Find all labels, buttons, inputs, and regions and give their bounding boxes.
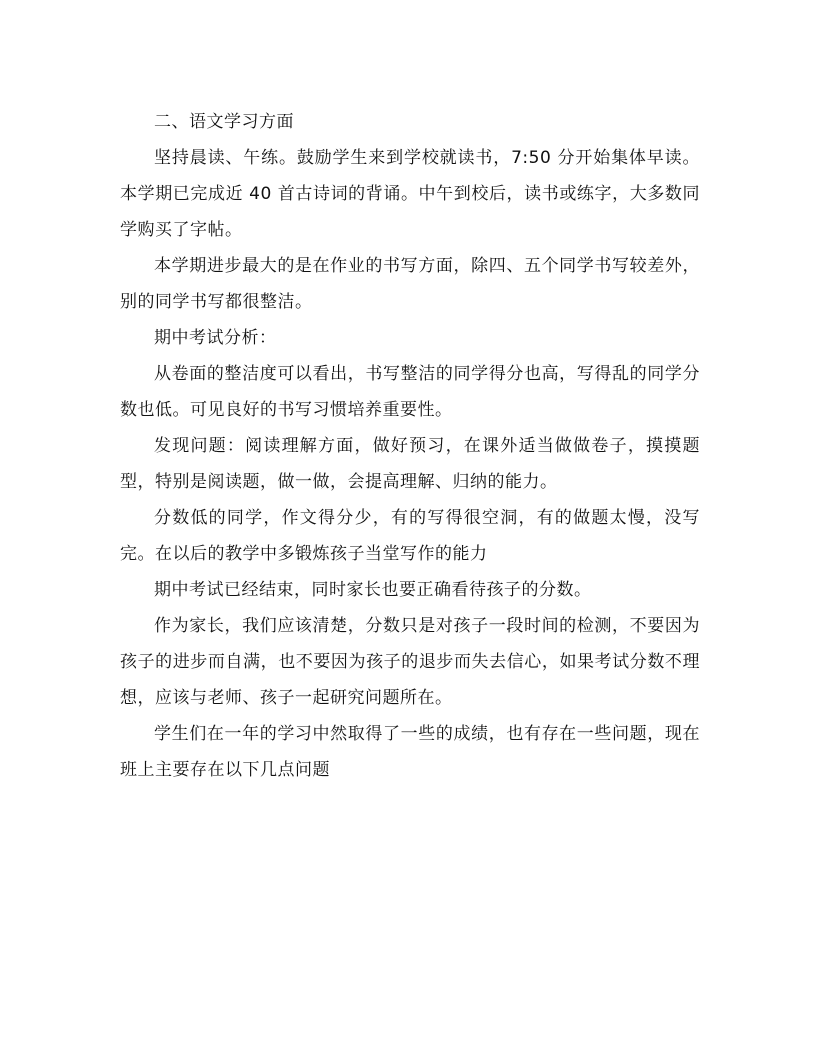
paragraph-midterm-analysis-title: 期中考试分析：	[154, 328, 277, 348]
paragraph-parents-advice: 作为家长，我们应该清楚，分数只是对孩子一段时间的检测，不要因为孩子的进步而自满，也不要因为孩子的退步而失去信心，如果考试分数不理想，应该与老师、孩子一起研究问题所在。	[120, 616, 700, 708]
paragraph-handwriting-progress: 本学期进步最大的是在作业的书写方面，除四、五个同学书写较差外，别的同学书写都很整洁。	[120, 256, 700, 312]
paragraph-low-scores: 分数低的同学，作文得分少，有的写得很空洞，有的做题太慢，没写完。在以后的教学中多锻炼孩子当堂写作的能力	[120, 508, 700, 564]
document-body	[120, 104, 700, 788]
paragraph-morning-reading: 坚持晨读、午练。鼓励学生来到学校就读书，7:50 分开始集体早读。本学期已完成近 40 首古诗词的背诵。中午到校后，读书或练字，大多数同学购买了字帖。	[120, 148, 700, 240]
paragraph-exam-ended: 期中考试已经结束，同时家长也要正确看待孩子的分数。	[154, 580, 592, 600]
paragraph-neatness-scores: 从卷面的整洁度可以看出，书写整洁的同学得分也高，写得乱的同学分数也低。可见良好的书写习惯培养重要性。	[120, 364, 700, 420]
section-heading: 二、语文学习方面	[154, 112, 294, 132]
paragraph-found-problems: 发现问题：阅读理解方面，做好预习，在课外适当做做卷子，摸摸题型，特别是阅读题，做一做，会提高理解、归纳的能力。	[120, 436, 700, 492]
paragraph-class-problems: 学生们在一年的学习中然取得了一些的成绩，也有存在一些问题，现在班上主要存在以下几点问题	[120, 724, 700, 780]
